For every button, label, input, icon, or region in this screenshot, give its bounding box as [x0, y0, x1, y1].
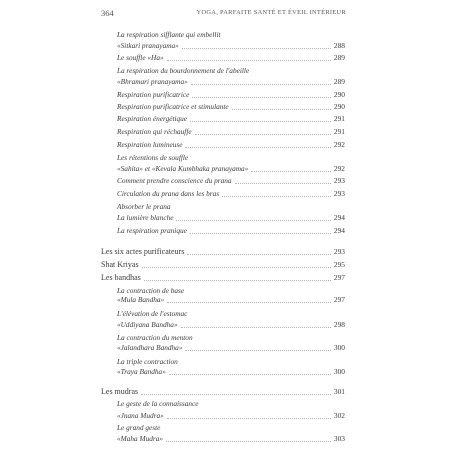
toc-leader-dots [232, 109, 331, 110]
toc-entry-page: 300 [333, 343, 345, 352]
toc-leader-dots [176, 220, 331, 221]
running-title: YOGA, PARFAITE SANTÉ ET ÉVEIL INTÉRIEUR [196, 9, 346, 16]
toc-leader-dots [185, 147, 331, 148]
toc-entry [101, 386, 345, 397]
toc-entry-title: Shat Kriyas [101, 260, 139, 269]
toc-leader-dots [191, 84, 331, 85]
toc-entry-title: «Jalandhara Bandha» [117, 343, 183, 352]
toc-entry-title: L'élévation de l'estomac [117, 309, 188, 318]
toc-entry-page: 300 [333, 367, 345, 376]
toc-entry [117, 175, 345, 186]
toc-leader-dots [181, 327, 331, 328]
toc-entry-title: La respiration sifflante qui embellit [117, 30, 221, 39]
toc-entry-title: «Mula Bandha» [117, 295, 165, 304]
toc-entry-title: La contraction de base [117, 286, 185, 295]
toc-entry-title: La contraction du menton [117, 333, 193, 342]
toc-entry [117, 76, 345, 87]
toc-entry-title: «Bhramari pranayama» [117, 77, 188, 86]
toc-entry [117, 294, 345, 305]
toc-entry-title: Respiration qui réchauffe [117, 127, 192, 136]
toc-entry-page: 294 [333, 213, 345, 222]
toc-entry-title: «Jnana Mudra» [117, 411, 164, 420]
toc-entry-title: La triple contraction [117, 357, 178, 366]
toc-leader-dots [182, 48, 331, 49]
toc-entry-title: La respiration du bourdonnement de l'abeille [117, 66, 250, 75]
toc-entry-title: Circulation du prana dans les bras [117, 189, 220, 198]
toc-entry-title: Le grand geste [117, 423, 161, 432]
toc-leader-dots [192, 97, 331, 98]
toc-entry [117, 342, 345, 353]
toc-entry [101, 246, 345, 257]
toc-entry-page: 301 [333, 387, 345, 396]
toc-entry [117, 65, 345, 76]
toc-entry-title: «Sitkari pranayama» [117, 41, 179, 50]
toc-entry [117, 52, 345, 63]
toc-leader-dots [185, 350, 331, 351]
toc-entry-title: Respiration purificatrice et stimulante [117, 102, 229, 111]
toc-leader-dots [190, 121, 331, 122]
toc-entry-page: 289 [333, 77, 345, 86]
page-number: 364 [101, 8, 114, 18]
toc-leader-dots [169, 374, 331, 375]
toc-entry-page: 288 [333, 41, 345, 50]
toc-leader-dots [222, 196, 331, 197]
toc-entry-title: «Traya Bandha» [117, 367, 166, 376]
toc-entry [117, 163, 345, 174]
toc-entry-page: 291 [333, 114, 345, 123]
toc-entry [117, 152, 345, 163]
toc-entry-page: 293 [333, 176, 345, 185]
toc-entry-title: «Uddiyana Bandha» [117, 320, 178, 329]
toc-leader-dots [144, 280, 331, 281]
toc-entry-title: Les bandhas [101, 273, 141, 282]
toc-entry-page: 294 [333, 226, 345, 235]
toc-entry [117, 212, 345, 223]
toc-leader-dots [187, 254, 331, 255]
toc-entry-page: 290 [333, 90, 345, 99]
toc-entry-title: Le souffle «Ha» [117, 53, 164, 62]
toc-entry-page: 292 [333, 140, 345, 149]
toc-entry [117, 433, 345, 444]
toc-leader-dots [166, 441, 331, 442]
toc-entry-title: «Maha Mudra» [117, 434, 164, 443]
toc-leader-dots [235, 183, 331, 184]
toc-entry-page: 297 [333, 273, 345, 282]
toc-leader-dots [167, 302, 331, 303]
toc-entry-title: Les rétentions de souffle [117, 153, 189, 162]
toc-leader-dots [142, 267, 331, 268]
toc-entry-page: 290 [333, 102, 345, 111]
toc-entry-page: 293 [333, 247, 345, 256]
toc-entry [117, 410, 345, 421]
toc-entry-title: Les six actes purificateurs [101, 247, 185, 256]
toc-entry-title: «Sahita» et «Kevala Kumbhaka pranayama» [117, 164, 249, 173]
toc-entry-page: 295 [333, 260, 345, 269]
toc-leader-dots [167, 60, 331, 61]
toc-entry [117, 308, 345, 319]
toc-leader-dots [167, 418, 331, 419]
toc-entry [117, 29, 345, 40]
toc-entry [117, 366, 345, 377]
toc-entry-page: 293 [333, 189, 345, 198]
toc-leader-dots [190, 233, 331, 234]
toc-entry [101, 259, 345, 270]
toc-entry-title: Absorber le prana [117, 202, 171, 211]
toc-entry-page: 298 [333, 320, 345, 329]
page-header [0, 8, 449, 20]
toc-entry [117, 101, 345, 112]
toc-entry [101, 272, 345, 283]
toc-entry-title: Respiration lumineuse [117, 140, 183, 149]
toc-entry [117, 40, 345, 51]
toc-leader-dots [195, 134, 331, 135]
toc-entry [117, 139, 345, 150]
toc-entry-title: Respiration purificatrice [117, 90, 190, 99]
toc-entry [117, 188, 345, 199]
toc-entry [117, 319, 345, 330]
toc-entry-title: Respiration énergétique [117, 114, 188, 123]
toc-entry [117, 201, 345, 212]
toc-entry [117, 398, 345, 409]
toc-entry-page: 302 [333, 411, 345, 420]
toc-leader-dots [251, 171, 331, 172]
toc-entry-page: 292 [333, 164, 345, 173]
toc-entry [117, 126, 345, 137]
toc-entry [117, 89, 345, 100]
toc-entry-title: La lumière blanche [117, 213, 174, 222]
toc-entry-title: La respiration pranique [117, 226, 187, 235]
toc-entry [117, 113, 345, 124]
toc-entry-page: 291 [333, 127, 345, 136]
toc-entry-page: 303 [333, 434, 345, 443]
toc-entry-title: Le geste de la connaissance [117, 399, 199, 408]
toc-entry [117, 225, 345, 236]
toc-entry-page: 297 [333, 295, 345, 304]
toc-entry [117, 422, 345, 433]
toc-leader-dots [141, 394, 331, 395]
toc-entry-page: 289 [333, 53, 345, 62]
toc-entry-title: Comment prendre conscience du prana [117, 176, 232, 185]
toc-entry-title: Les mudras [101, 387, 139, 396]
